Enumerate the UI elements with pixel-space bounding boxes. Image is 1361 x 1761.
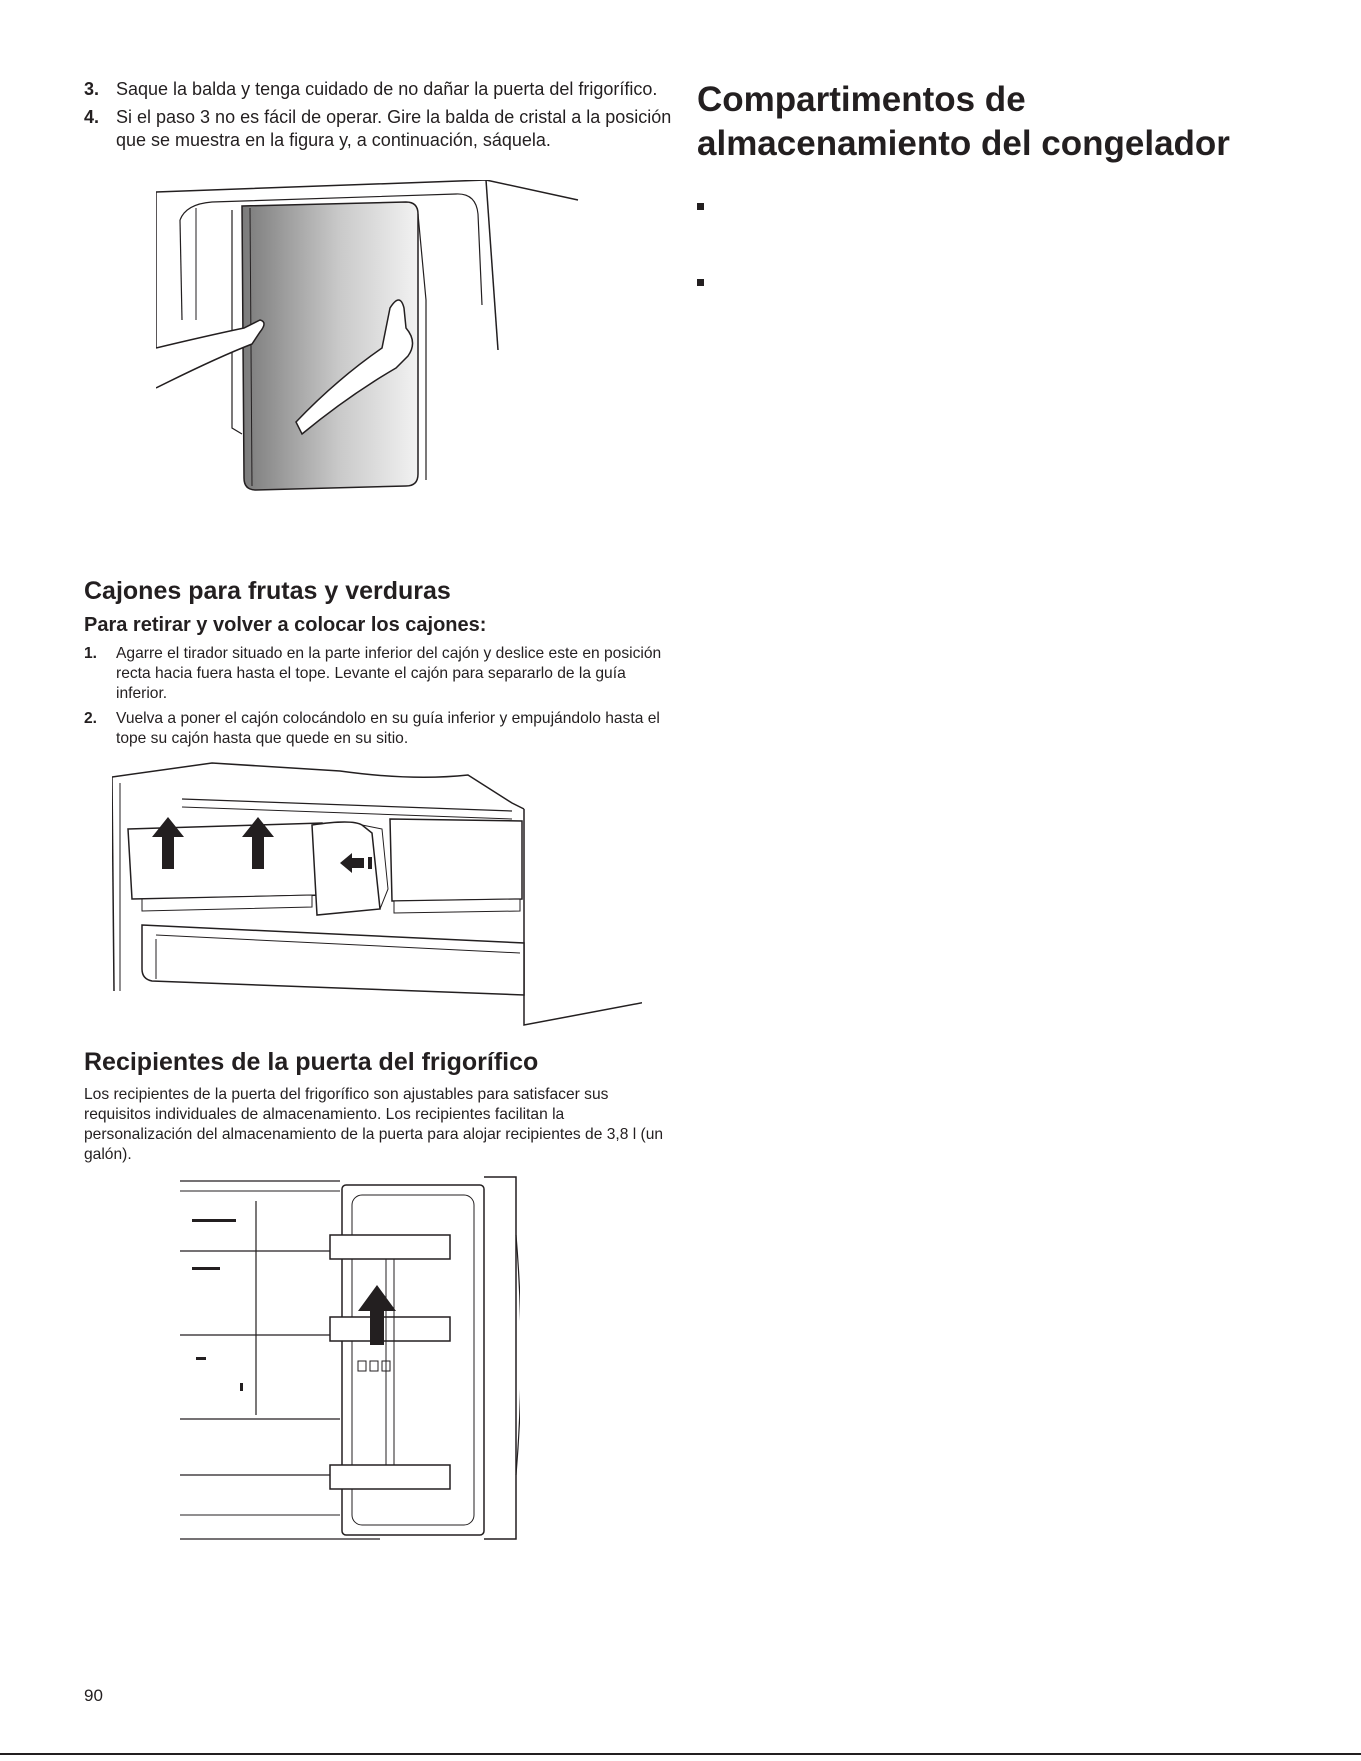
step-text: Si el paso 3 no es fácil de operar. Gire la balda de cristal a la posición que se muestra en la figura y, a continuación, sáquela. — [116, 107, 672, 150]
step-4 — [84, 106, 674, 152]
crisper-drawer-figure — [112, 759, 642, 1029]
bullet-item — [697, 196, 1277, 216]
crisper-step-1 — [84, 644, 674, 704]
door-bins-section-title: Recipientes de la puerta del frigorífico — [84, 1048, 539, 1076]
freezer-section-title-line2: almacenamiento del congelador — [697, 124, 1230, 163]
crisper-section-subtitle: Para retirar y volver a colocar los cajones: — [84, 614, 487, 636]
step-text: Agarre el tirador situado en la parte inferior del cajón y deslice este en posición recta hacia fuera hasta el tope. Levante el cajón para separarlo de la guía inferior. — [116, 645, 662, 702]
footer-rule — [0, 1753, 1361, 1755]
step-number: 4. — [84, 107, 100, 127]
shelf-removal-figure — [156, 180, 676, 560]
bullet-item — [697, 272, 1277, 292]
step-number: 1. — [84, 645, 98, 662]
bullet-square-icon — [697, 203, 704, 210]
crisper-section-title: Cajones para frutas y verduras — [84, 577, 451, 605]
left-column — [84, 78, 674, 1547]
step-text: Vuelva a poner el cajón colocándolo en su guía inferior y empujándolo hasta el tope su cajón hasta que quede en su sitio. — [116, 710, 660, 747]
door-bins-body: Los recipientes de la puerta del frigorífico son ajustables para satisfacer sus requisitos individuales de almacenamiento. Los recipientes facilitan la personalización del almacenamiento de la puerta para alojar recipientes de 3,8 l (un galón). — [84, 1086, 664, 1163]
door-bins-figure — [180, 1175, 520, 1547]
step-text: Saque la balda y tenga cuidado de no dañar la puerta del frigorífico. — [116, 79, 658, 99]
freezer-section-title-line1: Compartimentos de — [697, 80, 1026, 119]
step-number: 2. — [84, 710, 98, 727]
page-number: 90 — [84, 1686, 103, 1705]
bullet-square-icon — [697, 279, 704, 286]
step-3 — [84, 78, 674, 101]
crisper-step-2 — [84, 709, 674, 749]
step-number: 3. — [84, 79, 100, 99]
right-column — [697, 78, 1277, 292]
